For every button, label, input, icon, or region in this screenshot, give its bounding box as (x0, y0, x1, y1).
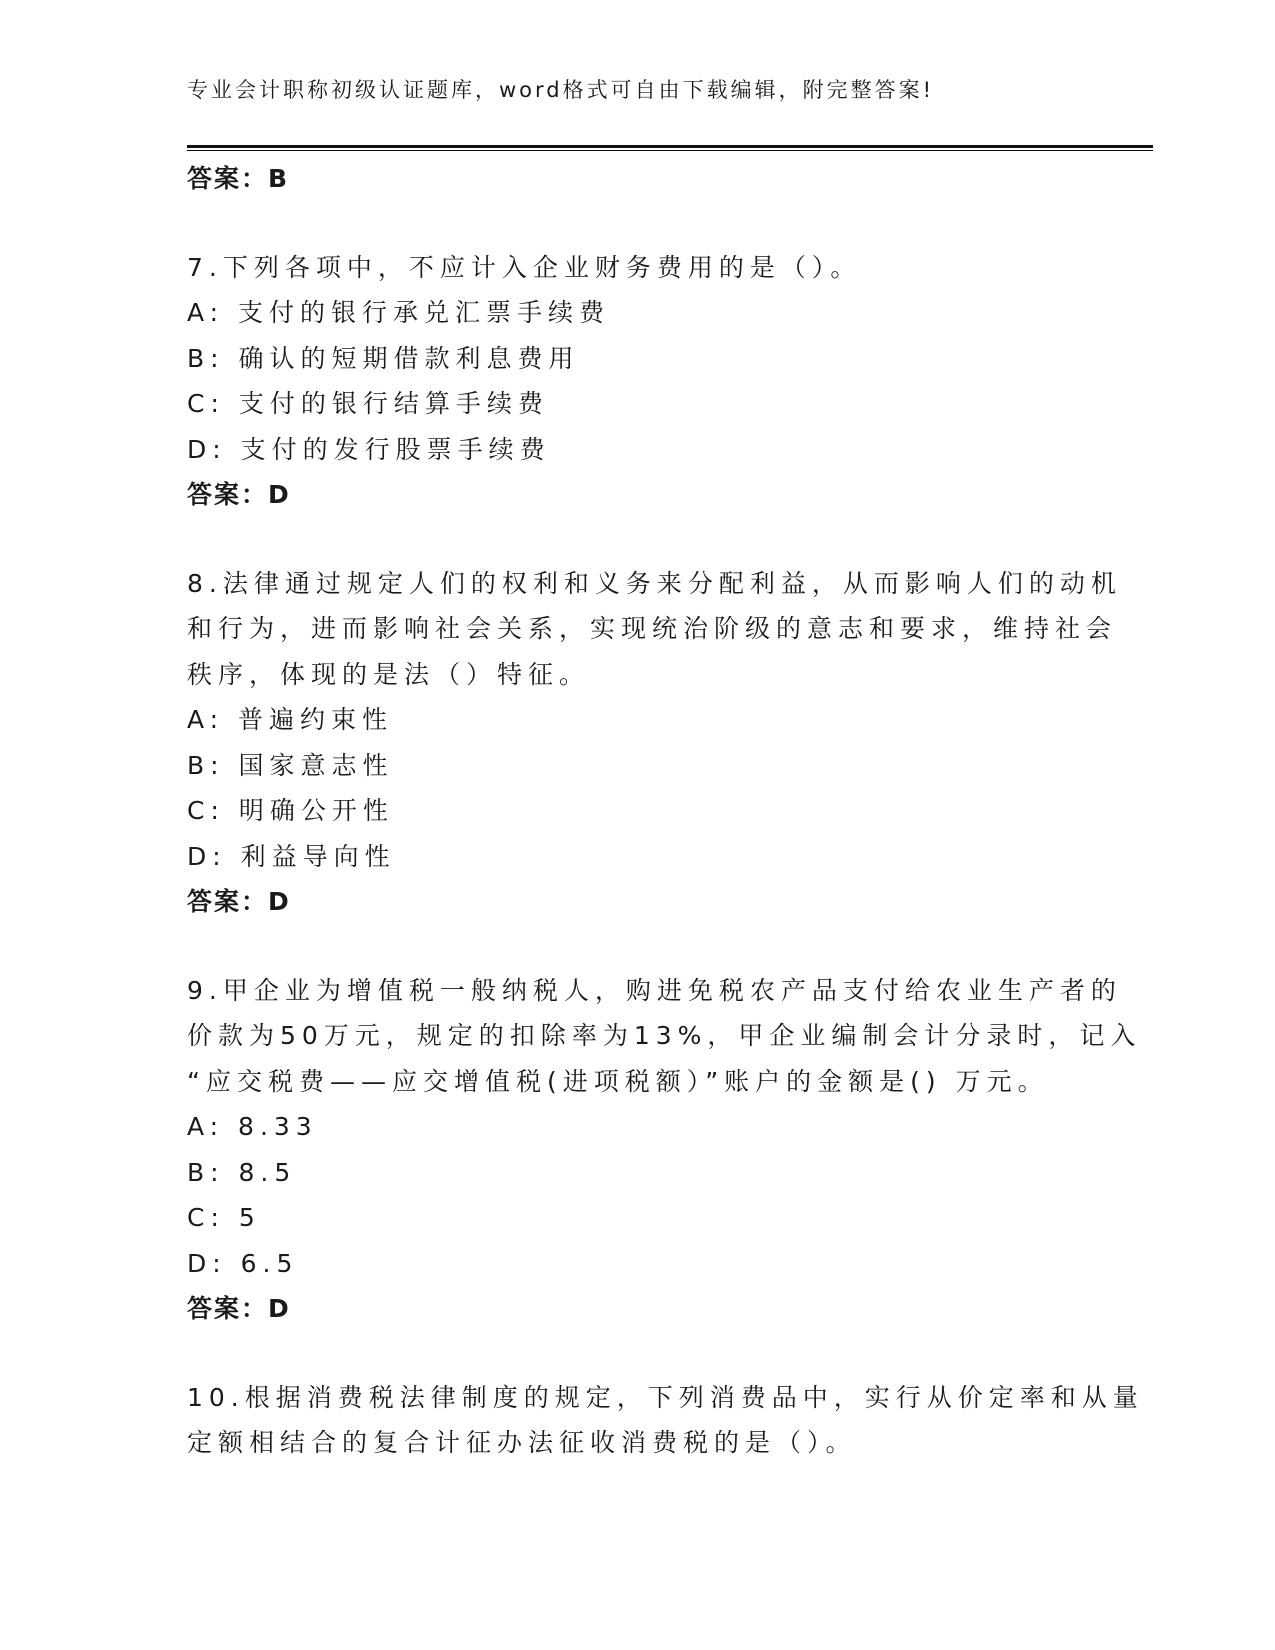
question-stem: 7.下列各项中，不应计入企业财务费用的是（）。 (187, 252, 862, 282)
option-b: B: 国家意志性 (187, 750, 394, 780)
answer-line: 答案：D (187, 887, 291, 916)
question-8 (187, 561, 1122, 925)
option-a: A: 8.33 (187, 1112, 318, 1141)
option-a: A: 普遍约束性 (187, 705, 394, 734)
question-stem: “应交税费——应交增值税(进项税额）”账户的金额是() 万元。 (187, 1066, 1049, 1096)
question-9 (187, 968, 1142, 1332)
question-7 (187, 245, 1087, 518)
option-b: B: 确认的短期借款利息费用 (187, 343, 580, 373)
question-stem: 价款为50万元，规定的扣除率为13%，甲企业编制会计分录时，记入 (187, 1021, 1142, 1050)
answer-line: 答案：B (187, 164, 290, 193)
question-10 (187, 1375, 1144, 1466)
option-c: C: 明确公开性 (187, 796, 394, 825)
page-header: 专业会计职称初级认证题库，word格式可自由下载编辑，附完整答案! (187, 78, 935, 102)
option-c: C: 5 (187, 1203, 261, 1232)
question-stem: 秩序，体现的是法（）特征。 (187, 659, 591, 689)
question-stem: 8.法律通过规定人们的权利和义务来分配利益，从而影响人们的动机 (187, 568, 1122, 598)
question-stem: 定额相结合的复合计征办法征收消费税的是（）。 (187, 1428, 857, 1457)
question-stem: 10.根据消费税法律制度的规定，下列消费品中，实行从价定率和从量 (187, 1382, 1144, 1412)
option-a: A: 支付的银行承兑汇票手续费 (187, 298, 611, 327)
question-stem: 和行为，进而影响社会关系，实现统治阶级的意志和要求，维持社会 (187, 614, 1118, 643)
option-d: D: 利益导向性 (187, 841, 396, 871)
answer-line: 答案：D (187, 480, 291, 509)
header-rule-thin (187, 150, 1153, 151)
question-list (187, 156, 1144, 1466)
option-b: B: 8.5 (187, 1157, 297, 1187)
option-c: C: 支付的银行结算手续费 (187, 389, 549, 418)
answer-line: 答案：D (187, 1294, 291, 1323)
option-d: D: 支付的发行股票手续费 (187, 434, 551, 464)
header-rule-thick (187, 145, 1153, 148)
option-d: D: 6.5 (187, 1248, 299, 1278)
question-stem: 9.甲企业为增值税一般纳税人，购进免税农产品支付给农业生产者的 (187, 975, 1122, 1005)
